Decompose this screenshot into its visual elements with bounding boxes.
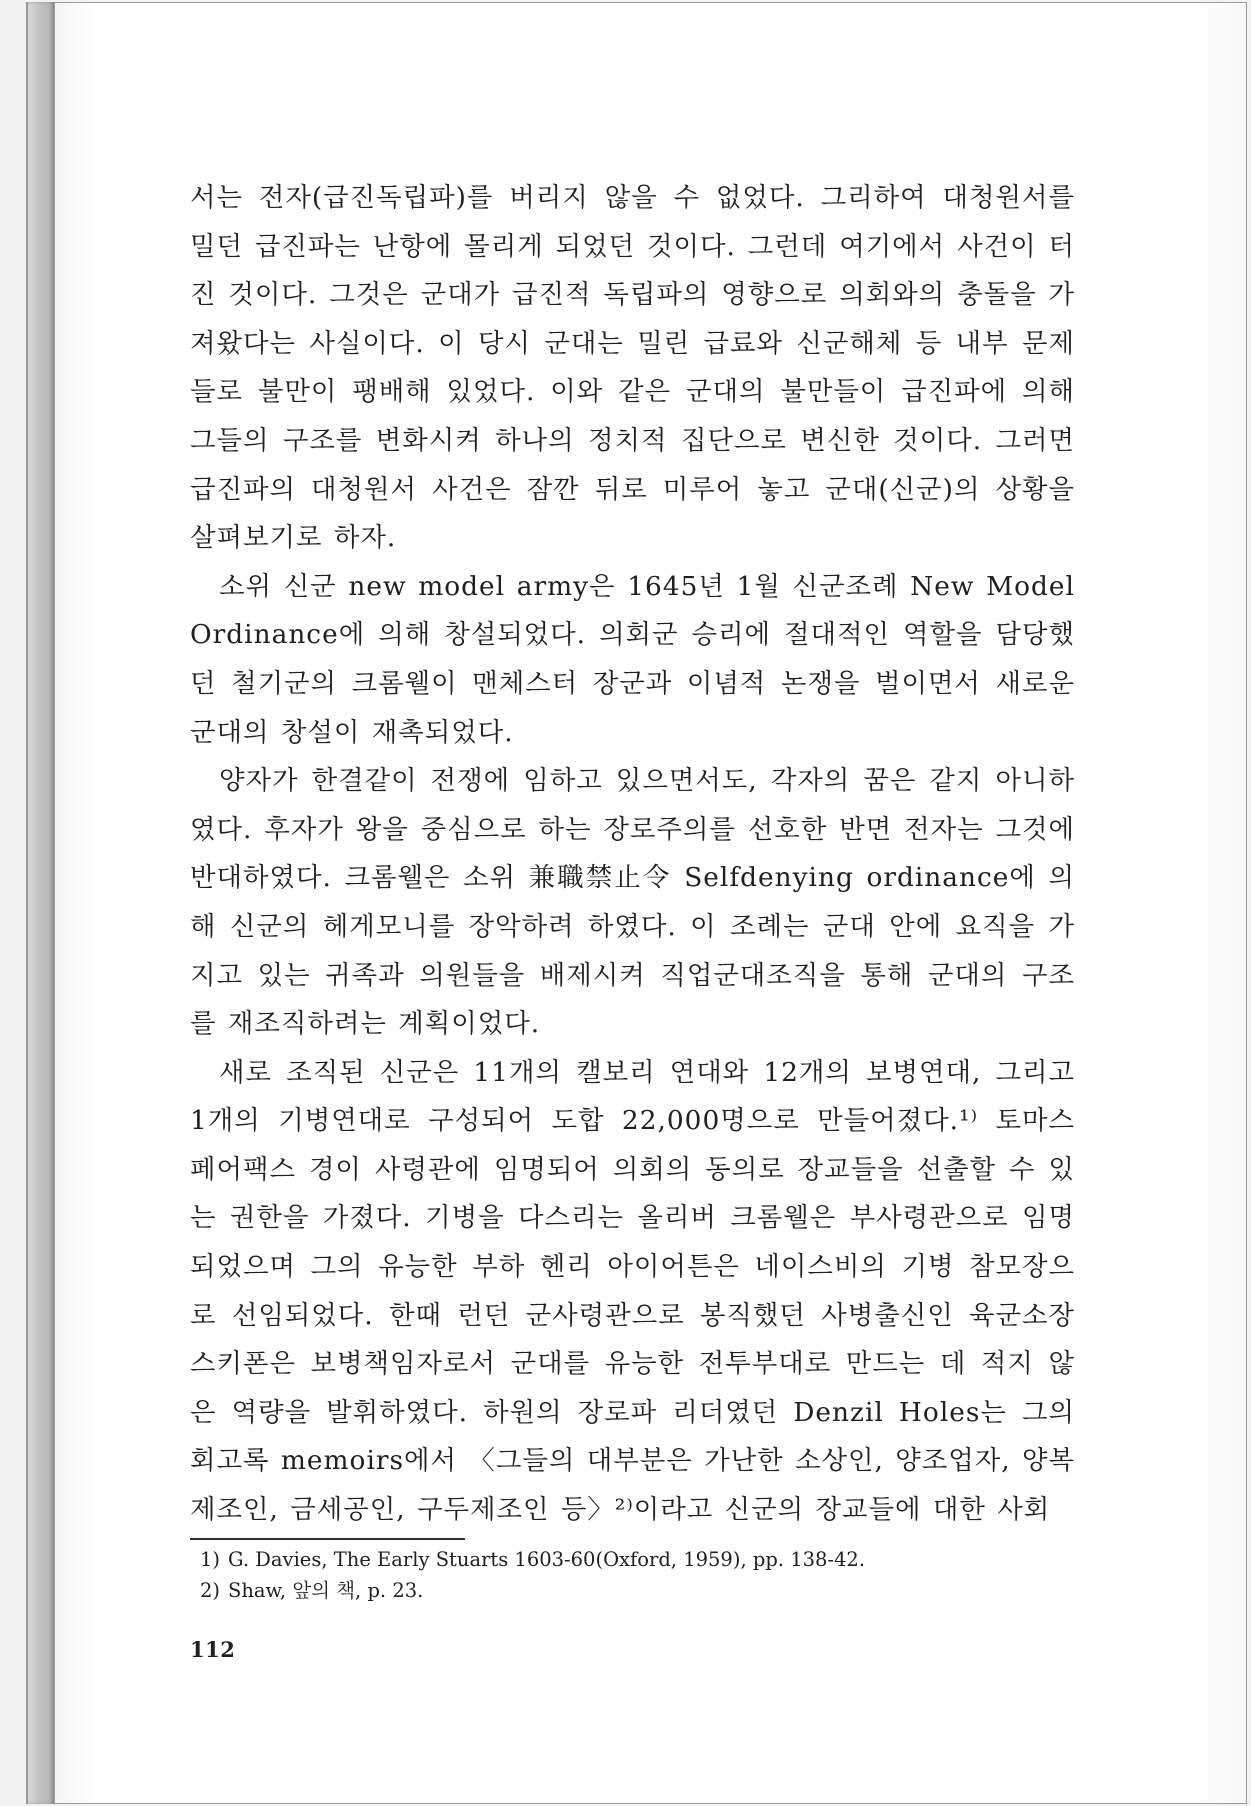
book-spine <box>28 2 54 1804</box>
footnote-divider <box>190 1538 465 1540</box>
page-content <box>190 174 1075 1662</box>
footnote-1 <box>200 1544 1075 1575</box>
footnote-text: Shaw, 앞의 책, p. 23. <box>228 1578 424 1602</box>
paragraph-3: 양자가 한결같이 전쟁에 임하고 있으면서도, 각자의 꿈은 같지 아니하였다. 후자가 왕을 중심으로 하는 장로주의를 선호한 반면 전자는 그것에 반대하였다. 크롬웰은 소위 兼職禁止令 Selfdenying ordinance에 의해 신군의 헤게모니를 장악하려 하였다. 이 조례는 군대 안에 요직을 가지고 있는 귀족과 의원들을 배제시켜 직업군대조직을 통해 군대의 구조를 재조직하려는 계획이었다. <box>190 765 1075 1040</box>
paragraph-1: 서는 전자(급진독립파)를 버리지 않을 수 없었다. 그리하여 대청원서를 밀던 급진파는 난항에 몰리게 되었던 것이다. 그런데 여기에서 사건이 터진 것이다. 그것은 군대가 급진적 독립파의 영향으로 의회와의 충돌을 가져왔다는 사실이다. 이 당시 군대는 밀린 급료와 신군해체 등 내부 문제들로 불만이 팽배해 있었다. 이와 같은 군대의 불만들이 급진파에 의해 그들의 구조를 변화시켜 하나의 정치적 집단으로 변신한 것이다. 그러면 급진파의 대청원서 사건은 잠깐 뒤로 미루어 놓고 군대(신군)의 상황을 살펴보기로 하자. <box>190 182 1075 554</box>
footnote-2 <box>200 1575 1075 1606</box>
body-text <box>190 174 1075 1535</box>
paragraph-4: 새로 조직된 신군은 11개의 캘보리 연대와 12개의 보병연대, 그리고 1개의 기병연대로 구성되어 도합 22,000명으로 만들어졌다.¹⁾ 토마스 페어팩스 경이 사령관에 임명되어 의회의 동의로 장교들을 선출할 수 있는 권한을 가졌다. 기병을 다스리는 올리버 크롬웰은 부사령관으로 임명되었으며 그의 유능한 부하 헨리 아이어튼은 네이스비의 기병 참모장으로 선임되었다. 한때 런던 군사령관으로 봉직했던 사병출신인 육군소장 스키폰은 보병책임자로서 군대를 유능한 전투부대로 만드는 데 적지 않은 역량을 발휘하였다. 하원의 장로파 리더였던 Denzil Holes는 그의 회고록 memoirs에서 〈그들의 대부분은 가난한 소상인, 양조업자, 양복제조인, 금세공인, 구두제조인 등〉²⁾이라고 신군의 장교들에 대한 사회 <box>190 1056 1075 1526</box>
footnotes <box>190 1544 1075 1606</box>
page-number: 112 <box>190 1636 236 1662</box>
footnote-number: 2) <box>200 1578 221 1602</box>
footnote-text: G. Davies, The Early Stuarts 1603-60(Oxford, 1959), pp. 138-42. <box>228 1547 866 1571</box>
paragraph-2: 소위 신군 new model army은 1645년 1월 신군조례 New Model Ordinance에 의해 창설되었다. 의회군 승리에 절대적인 역할을 담당했던 철기군의 크롬웰이 맨체스터 장군과 이념적 논쟁을 벌이면서 새로운 군대의 창설이 재촉되었다. <box>190 570 1075 748</box>
footnote-number: 1) <box>200 1547 221 1571</box>
